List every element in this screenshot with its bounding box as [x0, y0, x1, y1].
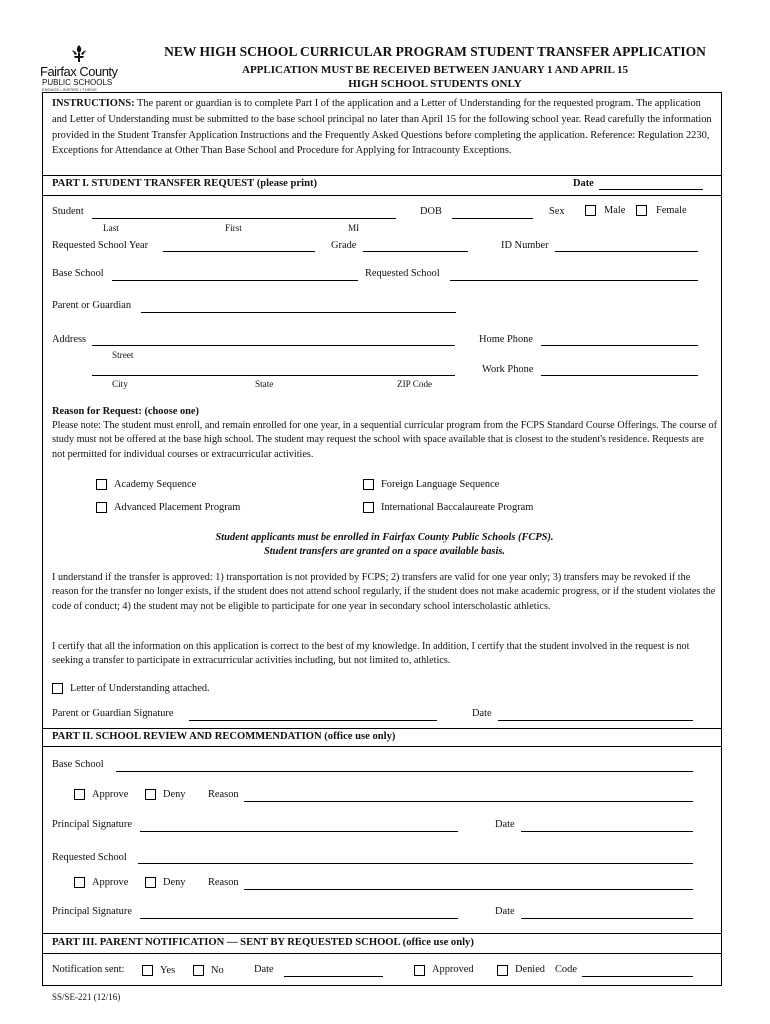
denied-label: Denied [515, 964, 546, 975]
dob-label: DOB [420, 206, 442, 217]
grade-label: Grade [331, 240, 357, 251]
requested-school-field[interactable] [450, 280, 698, 281]
base-deny-checkbox[interactable] [145, 789, 156, 800]
approved-checkbox[interactable] [414, 965, 425, 976]
req-approve-checkbox[interactable] [74, 877, 85, 888]
academy-label: Academy Sequence [114, 479, 197, 490]
city-caption: City [112, 379, 128, 389]
req-principal-sig-label: Principal Signature [52, 906, 132, 917]
form-title: NEW HIGH SCHOOL CURRICULAR PROGRAM STUDENT TRANSFER APPLICATION [164, 44, 706, 59]
notice-line2: Student transfers are granted on a space available basis. [263, 546, 506, 557]
foreign-language-checkbox[interactable] [363, 479, 374, 490]
foreign-language-label: Foreign Language Sequence [381, 479, 500, 490]
street-field[interactable] [92, 345, 455, 346]
part1-title: PART I. STUDENT TRANSFER REQUEST (please print) [52, 178, 318, 189]
notification-yes-label: Yes [160, 965, 176, 976]
male-checkbox[interactable] [585, 205, 596, 216]
student-label: Student [52, 206, 84, 217]
p2-base-school-label: Base School [52, 759, 104, 770]
parent-sig-date-field[interactable] [498, 720, 693, 721]
letter-attached-checkbox[interactable] [52, 683, 63, 694]
base-principal-sig-field[interactable] [140, 831, 458, 832]
p2-requested-school-field[interactable] [138, 863, 693, 864]
grade-field[interactable] [363, 251, 468, 252]
req-deny-checkbox[interactable] [145, 877, 156, 888]
mi-caption: MI [348, 223, 360, 233]
subtitle-line1: APPLICATION MUST BE RECEIVED BETWEEN JANUARY 1 AND APRIL 15 [242, 64, 628, 76]
notification-date-label: Date [254, 964, 274, 975]
req-reason-label: Reason [208, 877, 239, 888]
base-deny-label: Deny [163, 789, 186, 800]
base-principal-sig-label: Principal Signature [52, 819, 132, 830]
p2-requested-school-label: Requested School [52, 852, 127, 863]
parent-signature-label: Parent or Guardian Signature [52, 708, 174, 719]
req-principal-sig-field[interactable] [140, 918, 458, 919]
first-caption: First [225, 223, 242, 233]
base-school-field[interactable] [112, 280, 358, 281]
divider [42, 175, 722, 176]
parent-field[interactable] [141, 312, 456, 313]
form-subtitle [125, 63, 745, 91]
student-name-field[interactable] [92, 218, 396, 219]
academy-checkbox[interactable] [96, 479, 107, 490]
denied-checkbox[interactable] [497, 965, 508, 976]
req-principal-date-field[interactable] [521, 918, 693, 919]
torch-icon [66, 44, 92, 64]
female-label: Female [656, 205, 687, 216]
base-approve-label: Approve [92, 789, 129, 800]
male-label: Male [604, 205, 626, 216]
req-deny-label: Deny [163, 877, 186, 888]
ap-label: Advanced Placement Program [114, 502, 241, 513]
notice-line1: Student applicants must be enrolled in Fairfax County Public Schools (FCPS). [215, 532, 554, 543]
req-reason-field[interactable] [244, 889, 693, 890]
divider [42, 953, 722, 954]
req-principal-date-label: Date [495, 906, 515, 917]
state-caption: State [255, 379, 274, 389]
part2-title: PART II. SCHOOL REVIEW AND RECOMMENDATION (office use only) [52, 731, 396, 742]
instructions-label: INSTRUCTIONS: [52, 98, 135, 109]
requested-school-label: Requested School [365, 268, 440, 279]
last-caption: Last [103, 223, 119, 233]
parent-signature-field[interactable] [189, 720, 437, 721]
id-field[interactable] [555, 251, 698, 252]
instructions-text: The parent or guardian is to complete Part I of the application and a Letter of Understanding for the requested program. The application and Letter of Understanding must be submitted to the base school principal no later than April 15 for the following school year. Read carefully the information provided in the Student Transfer Application Instructions and the Frequently Asked Questions before completing the application. Reference: Regulation 2230, Exceptions for Attendance at Other Than Base School and Procedure for Applying for Intracounty Exceptions. [52, 98, 712, 157]
form-code: SS/SE-221 (12/16) [52, 992, 121, 1002]
base-reason-label: Reason [208, 789, 239, 800]
divider [42, 746, 722, 747]
base-school-label: Base School [52, 268, 104, 279]
ib-checkbox[interactable] [363, 502, 374, 513]
notification-sent-label: Notification sent: [52, 964, 125, 975]
requested-year-label: Requested School Year [52, 240, 149, 251]
divider [42, 195, 722, 196]
notification-no-label: No [211, 965, 224, 976]
logo-tagline: ENGAGE • INSPIRE • THRIVE [42, 87, 97, 92]
sex-label: Sex [549, 206, 565, 217]
city-state-zip-field[interactable] [92, 375, 455, 376]
understand-text: I understand if the transfer is approved: 1) transportation is not provided by FCPS; 2) transfers are valid for one year only; 3) transfers may be revoked if the reason for the transfer no longer exists, if the student does not attend school regularly, if the student does not make academic progress, or if the student violates the code of conduct; 4) the student may not be eligible to participate for one year in secondary school interscholastic athletics. [52, 572, 716, 612]
notification-yes-checkbox[interactable] [142, 965, 153, 976]
logo-line1: Fairfax County [40, 64, 118, 79]
base-principal-date-field[interactable] [521, 831, 693, 832]
code-label: Code [555, 964, 577, 975]
female-checkbox[interactable] [636, 205, 647, 216]
approved-label: Approved [432, 964, 474, 975]
home-phone-field[interactable] [541, 345, 698, 346]
divider [42, 933, 722, 934]
parent-label: Parent or Guardian [52, 300, 132, 311]
instructions [52, 96, 717, 159]
ap-checkbox[interactable] [96, 502, 107, 513]
zip-caption: ZIP Code [397, 379, 433, 389]
home-phone-label: Home Phone [479, 334, 533, 345]
requested-year-field[interactable] [163, 251, 315, 252]
letter-attached-label: Letter of Understanding attached. [70, 683, 210, 694]
certify-text: I certify that all the information on this application is correct to the best of my knowledge. In addition, I certify that the student involved in the request is not seeking a transfer to participate in extracurricular activities including, but not limited to, athletics. [52, 641, 690, 667]
enrollment-notice [52, 531, 717, 559]
part3-title: PART III. PARENT NOTIFICATION — SENT BY REQUESTED SCHOOL (office use only) [52, 937, 474, 948]
parent-sig-date-label: Date [472, 708, 492, 719]
street-caption: Street [112, 350, 134, 360]
divider [42, 728, 722, 729]
ib-label: International Baccalaureate Program [381, 502, 534, 513]
id-label: ID Number [501, 240, 549, 251]
part1-date-field[interactable] [599, 189, 703, 190]
logo-line2: PUBLIC SCHOOLS [42, 78, 113, 87]
subtitle-line2: HIGH SCHOOL STUDENTS ONLY [348, 78, 522, 90]
reason-note: Please note: The student must enroll, and remain enrolled for one year, in a sequential curricular program from the FCPS Standard Course Offerings. The course of study must not be offered at the base high school. The student may request the school with space available that is closest to the student's residence. Requests are not permitted for individual courses or extracurricular activities. [52, 420, 717, 460]
base-approve-checkbox[interactable] [74, 789, 85, 800]
code-field[interactable] [582, 976, 693, 977]
work-phone-field[interactable] [541, 375, 698, 376]
p2-base-school-field[interactable] [116, 771, 693, 772]
address-label: Address [52, 334, 87, 345]
notification-no-checkbox[interactable] [193, 965, 204, 976]
dob-field[interactable] [452, 218, 533, 219]
base-principal-date-label: Date [495, 819, 515, 830]
base-reason-field[interactable] [244, 801, 693, 802]
part1-date-label: Date [573, 178, 594, 189]
fcps-logo [40, 44, 120, 94]
req-approve-label: Approve [92, 877, 129, 888]
notification-date-field[interactable] [284, 976, 383, 977]
reason-title: Reason for Request: (choose one) [52, 406, 199, 417]
work-phone-label: Work Phone [482, 364, 534, 375]
